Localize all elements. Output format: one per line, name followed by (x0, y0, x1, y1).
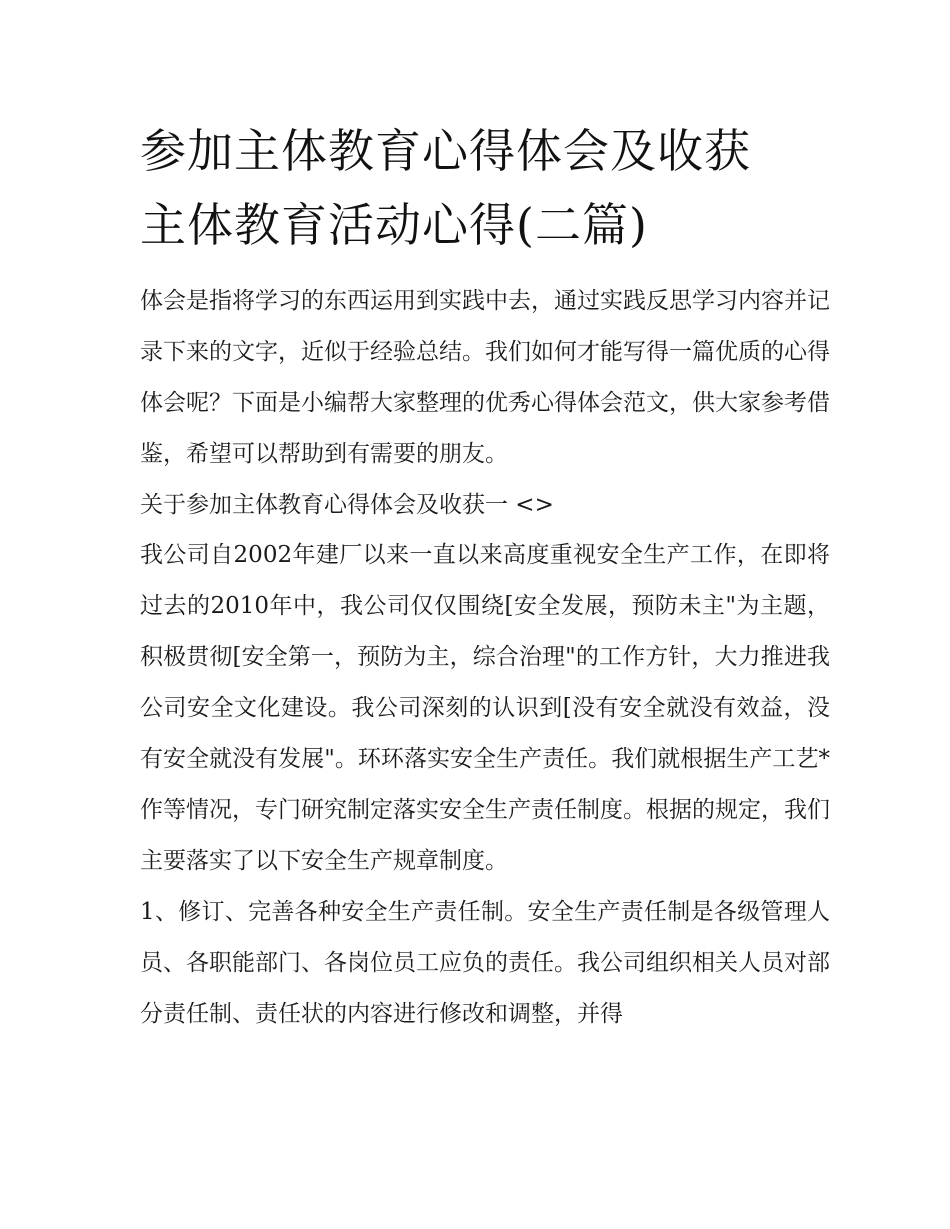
intro-paragraph: 体会是指将学习的东西运用到实践中去，通过实践反思学习内容并记录下来的文字，近似于经验总结。我们如何才能写得一篇优质的心得体会呢？下面是小编帮大家整理的优秀心得体会范文，供大家参考借鉴，希望可以帮助到有需要的朋友。 (140, 288, 830, 467)
title-line-1: 参加主体教育心得体会及收获 (140, 124, 751, 178)
section-heading: 关于参加主体教育心得体会及收获一 <> (140, 492, 554, 518)
document-title (140, 114, 840, 262)
list-item-1: 1、修订、完善各种安全生产责任制。安全生产责任制是各级管理人员、各职能部门、各岗位员工应负的责任。我公司组织相关人员对部分责任制、责任状的内容进行修改和调整，并得 (140, 899, 830, 1027)
document-body (140, 276, 830, 1040)
body-paragraph: 我公司自2002年建厂以来一直以来高度重视安全生产工作，在即将过去的2010年中，我公司仅仅围绕[安全发展，预防未主"为主题，积极贯彻[安全第一，预防为主，综合治理"的工作方针，大力推进我公司安全文化建设。我公司深刻的认识到[没有安全就没有效益，没有安全就没有发展"。环环落实安全生产责任。我们就根据生产工艺*作等情况，专门研究制定落实安全生产责任制度。根据的规定，我们主要落实了以下安全生产规章制度。 (140, 542, 830, 874)
title-line-2: 主体教育活动心得(二篇) (140, 198, 648, 252)
